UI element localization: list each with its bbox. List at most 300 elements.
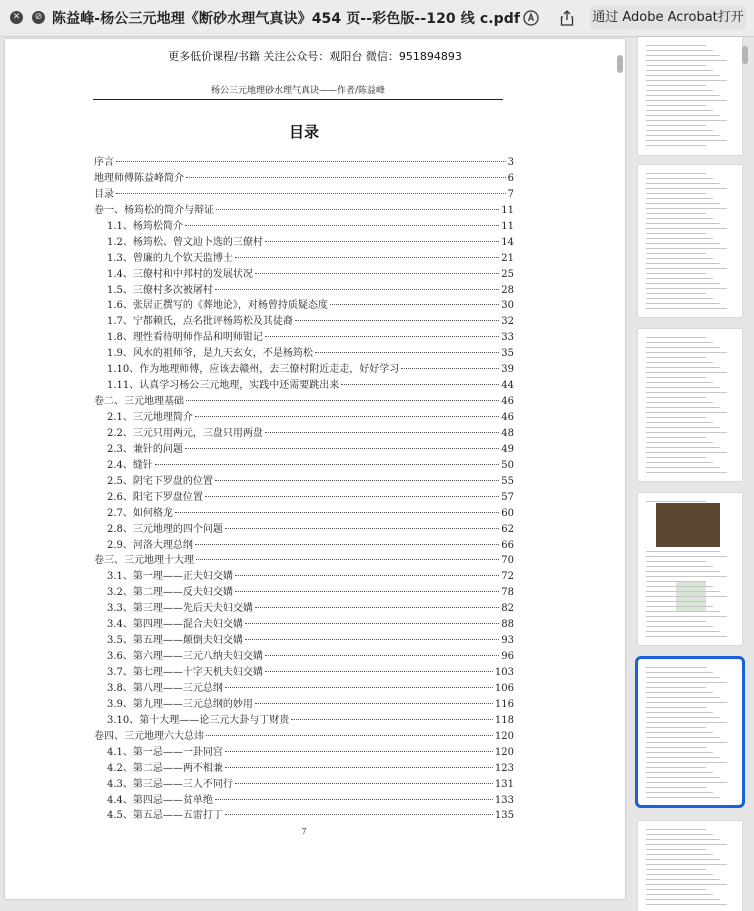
thumbnail-text-line: [646, 397, 706, 398]
toc-entry[interactable]: [94, 424, 514, 440]
toc-entry-title: 2.6、阳宅下罗盘位置: [107, 491, 203, 503]
thumbnail-text-line: [646, 566, 713, 567]
thumbnail-text-line: [646, 682, 727, 683]
thumbnail-text-line: [646, 621, 706, 622]
toc-entry[interactable]: [94, 520, 514, 536]
thumbnail-text-line: [646, 402, 713, 403]
toc-entry-title: 1.6、张居正撰写的《葬地论》，对杨曾持质疑态度: [107, 300, 328, 312]
toc-leader-dots: [235, 257, 499, 258]
toc-leader-dots: [175, 512, 499, 513]
toc-leader-dots: [255, 703, 493, 704]
share-icon[interactable]: [558, 9, 576, 27]
toc-entry[interactable]: [94, 265, 514, 281]
toc-entry-title: 2.3、兼针的问题: [107, 443, 183, 455]
thumbnail-text-line: [646, 737, 720, 738]
thumbnail-text-line: [646, 213, 706, 214]
toc-entry[interactable]: [94, 551, 514, 567]
thumbnail-text-line: [646, 904, 727, 905]
thumbnail-text-line: [646, 631, 720, 632]
thumbnail-text-line: [646, 268, 727, 269]
window-title: 陈益峰-杨公三元地理《断砂水理气真诀》454 页--彩色版--120 线 c.pdf: [52, 11, 521, 27]
toc-entry-page: 62: [501, 523, 514, 535]
thumbnail-text-line: [646, 616, 727, 617]
thumbnail-text-line: [646, 198, 713, 199]
toc-entry-page: 30: [501, 300, 514, 312]
thumbnail-text-line: [646, 303, 720, 304]
thumbnail-text-line: [646, 173, 706, 174]
toc-entry[interactable]: [94, 615, 514, 631]
toc-leader-dots: [225, 751, 493, 752]
toc-entry-page: 25: [501, 268, 514, 280]
toc-leader-dots: [265, 336, 499, 337]
thumbnail-text-line: [646, 407, 720, 408]
toc-entry-title: 3.1、第一理——正夫妇交媾: [107, 571, 233, 583]
toc-entry-title: 1.7、宁都赖氏，点名批评杨筠松及其徒裔: [107, 316, 293, 328]
toc-entry[interactable]: [94, 185, 514, 201]
toc-entry-title: 1.1、杨筠松简介: [107, 220, 183, 232]
thumbnail-text-line: [646, 85, 706, 86]
toc-entry-page: 78: [501, 587, 514, 599]
page-thumbnail[interactable]: [638, 329, 742, 481]
thumbnail-text-line: [646, 342, 713, 343]
toc-entry-title: 目录: [94, 188, 114, 200]
toc-entry-page: 133: [494, 794, 514, 806]
toc-leader-dots: [185, 225, 499, 226]
thumbnail-text-line: [646, 556, 727, 557]
thumbnail-text-line: [646, 859, 720, 860]
toc-entry-page: 118: [494, 714, 514, 726]
thumbnail-text-line: [646, 606, 713, 607]
toc-entry[interactable]: [94, 711, 514, 727]
thumbnail-text-line: [646, 636, 727, 637]
toc-entry-page: 35: [501, 348, 514, 360]
thumbnail-text-line: [646, 561, 706, 562]
sidebar-scrollbar[interactable]: [742, 46, 748, 64]
thumbnail-text-line: [646, 208, 727, 209]
toc-entry[interactable]: [94, 647, 514, 663]
toc-leader-dots: [225, 528, 499, 529]
toc-leader-dots: [245, 639, 499, 640]
toc-entry-title: 1.2、杨筠松、曾文辿卜选的三僚村: [107, 236, 263, 248]
toc-leader-dots: [116, 161, 506, 162]
thumbnail-text-line: [646, 203, 720, 204]
toc-entry[interactable]: [94, 169, 514, 185]
thumbnail-text-line: [646, 80, 727, 81]
thumbnail-text-line: [646, 899, 720, 900]
toc-entry[interactable]: [94, 201, 514, 217]
thumbnail-text-line: [646, 601, 706, 602]
toc-entry[interactable]: [94, 344, 514, 360]
thumbnail-text-line: [646, 357, 706, 358]
page-number: 7: [301, 827, 307, 836]
toc-entry[interactable]: [94, 456, 514, 472]
thumbnail-text-line: [646, 772, 713, 773]
thumbnail-text-line: [646, 707, 706, 708]
thumbnail-text-line: [646, 596, 727, 597]
thumbnail-text-line: [646, 591, 720, 592]
toc-entry-page: 123: [494, 762, 514, 774]
toc-entry[interactable]: [94, 791, 514, 807]
toc-entry[interactable]: [94, 806, 514, 822]
close-icon[interactable]: ✕: [10, 11, 23, 24]
thumbnail-text-line: [646, 829, 706, 830]
toc-entry[interactable]: [94, 328, 514, 344]
book-header: 杨公三元地理砂水理气真诀——作者/陈益峰: [93, 83, 503, 100]
toc-entry-title: 2.9、河洛大理总纲: [107, 539, 193, 551]
thumbnail-text-line: [646, 412, 727, 413]
toc-entry-page: 120: [494, 746, 514, 758]
toc-entry-page: 32: [501, 316, 514, 328]
toc-leader-dots: [265, 655, 499, 656]
toc-entry[interactable]: [94, 775, 514, 791]
thumbnail-text-line: [646, 787, 706, 788]
toc-entry-page: 72: [501, 571, 514, 583]
toc-entry[interactable]: [94, 217, 514, 233]
thumbnail-text-line: [646, 762, 727, 763]
thumbnail-text-line: [646, 293, 706, 294]
toc-entry[interactable]: [94, 536, 514, 552]
toc-leader-dots: [225, 814, 493, 815]
toc-entry[interactable]: [94, 312, 514, 328]
thumbnail-text-line: [646, 367, 720, 368]
thumbnail-text-line: [646, 869, 706, 870]
thumbnail-text-line: [646, 712, 713, 713]
toc-entry-title: 2.8、三元地理的四个问题: [107, 523, 223, 535]
thumbnail-text-line: [646, 193, 706, 194]
page-thumbnail[interactable]: [638, 493, 742, 645]
thumbnail-text-line: [646, 472, 727, 473]
toc-entry-title: 3.6、第六理——三元八纳夫妇交媾: [107, 651, 263, 663]
toc-entry-title: 3.2、第二理——反夫妇交媾: [107, 587, 233, 599]
page-banner: 更多低价课程/书籍 关注公众号：观阳台 微信：951894893: [168, 50, 462, 63]
toc-list: [94, 153, 514, 822]
thumbnail-text-line: [646, 692, 713, 693]
toc-entry-title: 卷四、三元地理六大总讳: [94, 730, 204, 742]
thumbnail-text-line: [646, 767, 706, 768]
toc-entry-title: 1.4、三僚村和中邦村的发展状况: [107, 268, 253, 280]
thumbnail-text-line: [646, 889, 706, 890]
thumbnail-text-line: [646, 377, 706, 378]
thumbnail-text-line: [646, 248, 727, 249]
thumbnail-text-line: [646, 105, 706, 106]
toc-leader-dots: [116, 193, 506, 194]
toc-leader-dots: [186, 400, 499, 401]
page-thumbnail-selected[interactable]: [638, 659, 742, 805]
toc-entry-title: 4.3、第三忌——三人不同行: [107, 778, 233, 790]
thumbnail-text-line: [646, 447, 720, 448]
toc-entry-title: 3.5、第五理——颠倒夫妇交媾: [107, 635, 243, 647]
toc-entry[interactable]: [94, 153, 514, 169]
thumbnail-text-line: [646, 752, 713, 753]
toc-entry-title: 3.7、第七理——十字天机夫妇交媾: [107, 667, 263, 678]
thumbnail-text-line: [646, 747, 706, 748]
toc-leader-dots: [265, 432, 499, 433]
toc-entry-title: 卷二、三元地理基础: [94, 396, 184, 408]
thumbnail-text-line: [646, 777, 720, 778]
thumbnail-text-line: [646, 854, 713, 855]
thumbnail-text-line: [646, 288, 727, 289]
thumbnail-text-line: [646, 432, 727, 433]
toc-entry[interactable]: [94, 233, 514, 249]
thumbnail-text-line: [646, 70, 713, 71]
toc-entry[interactable]: [94, 488, 514, 504]
thumbnail-text-line: [646, 273, 706, 274]
thumbnail-text-line: [646, 722, 727, 723]
thumbnail-text-line: [646, 422, 713, 423]
block-icon[interactable]: ⊘: [32, 11, 45, 24]
thumbnail-text-line: [646, 442, 713, 443]
thumbnail-text-line: [646, 834, 713, 835]
toc-leader-dots: [265, 241, 499, 242]
thumbnail-text-line: [646, 844, 727, 845]
toc-entry-title: 4.1、第一忌——一卦同宫: [107, 746, 223, 758]
toc-leader-dots: [291, 719, 493, 720]
toc-entry[interactable]: [94, 695, 514, 711]
toc-entry-title: 2.4、缝针: [107, 459, 153, 471]
toc-entry-title: 4.2、第二忌——两不相兼: [107, 762, 223, 774]
thumbnail-text-line: [646, 145, 706, 146]
thumbnail-text-line: [646, 586, 713, 587]
thumbnail-text-line: [646, 797, 720, 798]
toc-entry-page: 135: [494, 810, 514, 822]
toc-leader-dots: [225, 767, 493, 768]
toc-leader-dots: [215, 480, 499, 481]
toc-entry[interactable]: [94, 759, 514, 775]
thumbnail-text-line: [646, 727, 706, 728]
thumbnail-text-line: [646, 849, 706, 850]
thumbnail-text-line: [646, 452, 727, 453]
thumbnail-text-line: [646, 140, 727, 141]
thumbnail-text-line: [646, 347, 720, 348]
thumbnail-text-line: [646, 90, 713, 91]
thumbnail-text-line: [646, 392, 727, 393]
thumbnail-text-line: [646, 457, 706, 458]
toc-entry[interactable]: [94, 583, 514, 599]
toc-entry[interactable]: [94, 663, 514, 679]
toc-entry-title: 4.5、第五忌——五雷打丁: [107, 810, 223, 822]
thumbnail-text-line: [646, 387, 720, 388]
thumbnail-text-line: [646, 571, 720, 572]
thumbnail-text-line: [646, 263, 720, 264]
toc-entry-page: 116: [494, 698, 514, 710]
toc-entry-title: 1.9、风水的祖师爷，是九天玄女，不是杨筠松: [107, 348, 313, 360]
toc-entry-page: 28: [501, 284, 514, 296]
thumbnail-text-line: [646, 352, 727, 353]
toc-entry-page: 46: [501, 396, 514, 408]
toc-leader-dots: [265, 671, 493, 672]
toc-entry-title: 2.7、如何格龙: [107, 507, 173, 519]
toc-leader-dots: [225, 687, 493, 688]
toc-entry-page: 70: [501, 555, 514, 567]
toc-entry-title: 2.2、三元只用两元，三盘只用两盘: [107, 427, 263, 439]
toc-entry-page: 96: [501, 651, 514, 663]
thumbnail-text-line: [646, 462, 713, 463]
thumbnail-text-line: [646, 228, 727, 229]
thumbnail-text-line: [646, 894, 713, 895]
thumbnail-text-line: [646, 223, 720, 224]
toc-entry-page: 120: [494, 730, 514, 742]
toc-entry[interactable]: [94, 472, 514, 488]
toc-entry[interactable]: [94, 679, 514, 695]
toc-entry[interactable]: [94, 743, 514, 759]
toc-entry-title: 1.10、作为地理师傅，应该去赣州，去三僚村附近走走，好好学习: [107, 364, 400, 376]
toc-entry-title: 2.1、三元地理简介: [107, 412, 193, 423]
toc-entry-title: 1.11、认真学习杨公三元地理，实践中还需要跳出来: [107, 380, 340, 392]
toc-entry[interactable]: [94, 631, 514, 647]
thumbnail-text-line: [646, 501, 706, 502]
thumbnail-text-line: [646, 874, 713, 875]
toc-leader-dots: [255, 273, 499, 274]
toc-entry-page: 7: [507, 188, 514, 200]
toc-entry-page: 93: [501, 635, 514, 647]
toc-entry[interactable]: [94, 281, 514, 297]
thumbnail-text-line: [646, 884, 727, 885]
toc-entry-page: 103: [494, 667, 514, 678]
toc-leader-dots: [215, 799, 493, 800]
thumbnail-text-line: [646, 372, 727, 373]
thumbnail-text-line: [646, 258, 713, 259]
toc-leader-dots: [185, 448, 499, 449]
thumbnail-text-line: [646, 233, 706, 234]
toc-entry-title: 序言: [94, 157, 114, 168]
thumbnail-text-line: [646, 243, 720, 244]
toc-entry-title: 1.8、理性看待明师作品和明师钳记: [107, 332, 263, 344]
thumbnail-text-line: [646, 100, 727, 101]
toc-leader-dots: [295, 320, 499, 321]
thumbnail-text-line: [646, 792, 713, 793]
toc-entry[interactable]: [94, 440, 514, 456]
toc-leader-dots: [235, 575, 499, 576]
thumbnail-text-line: [646, 677, 720, 678]
thumbnail-text-line: [646, 467, 720, 468]
toc-entry[interactable]: [94, 296, 514, 312]
thumbnail-text-line: [646, 697, 720, 698]
thumbnail-text-line: [646, 864, 727, 865]
page-thumbnail[interactable]: [638, 821, 742, 911]
page-thumbnail[interactable]: [638, 165, 742, 317]
toc-entry-page: 14: [501, 236, 514, 248]
thumbnail-text-line: [646, 702, 727, 703]
thumbnail-text-line: [646, 667, 706, 668]
toc-entry-page: 3: [507, 157, 514, 168]
open-in-acrobat-button[interactable]: 通过 Adobe Acrobat打开: [590, 6, 746, 30]
toc-leader-dots: [186, 177, 506, 178]
markup-icon[interactable]: [522, 9, 540, 27]
toc-title: 目录: [288, 123, 319, 141]
toc-entry-title: 1.5、三僚村多次被屠村: [107, 284, 213, 296]
toc-entry[interactable]: [94, 599, 514, 615]
toc-entry-title: 2.5、阴宅下罗盘的位置: [107, 475, 213, 487]
thumbnail-text-line: [646, 732, 713, 733]
toc-entry-page: 46: [501, 412, 514, 423]
thumbnail-text-line: [646, 782, 727, 783]
toc-entry-page: 21: [501, 252, 514, 264]
toc-entry[interactable]: [94, 376, 514, 392]
thumbnail-text-line: [646, 551, 720, 552]
toc-entry-title: 地理师傅陈益峰简介: [94, 172, 184, 184]
thumbnail-text-line: [646, 879, 720, 880]
toc-leader-dots: [205, 496, 499, 497]
toc-entry-page: 50: [501, 459, 514, 471]
thumbnail-text-line: [646, 757, 720, 758]
thumbnail-text-line: [646, 238, 713, 239]
toc-leader-dots: [255, 607, 499, 608]
thumbnail-text-line: [646, 45, 706, 46]
window-titlebar: [0, 0, 754, 37]
thumbnail-text-line: [646, 110, 713, 111]
thumbnail-text-line: [646, 178, 713, 179]
thumbnail-text-line: [646, 839, 720, 840]
toc-entry[interactable]: [94, 249, 514, 265]
toc-entry-page: 60: [501, 507, 514, 519]
toc-entry-title: 3.8、第八理——三元总纲: [107, 682, 223, 694]
thumbnail-text-line: [646, 362, 713, 363]
toc-entry-page: 82: [501, 603, 514, 615]
toc-entry[interactable]: [94, 727, 514, 743]
thumbnail-text-line: [646, 95, 720, 96]
toc-entry-page: 11: [501, 204, 514, 216]
thumbnail-text-line: [646, 717, 720, 718]
thumbnail-text-line: [646, 382, 713, 383]
thumbnail-text-line: [646, 337, 706, 338]
toc-leader-dots: [155, 464, 499, 465]
toc-entry-title: 卷三、三元地理十大理: [94, 555, 194, 567]
toc-leader-dots: [206, 735, 493, 736]
toc-entry-page: 11: [501, 220, 514, 232]
toc-entry-title: 4.4、第四忌——贫单绝: [107, 794, 213, 806]
thumbnail-text-line: [646, 135, 720, 136]
toc-entry[interactable]: [94, 392, 514, 408]
thumbnail-text-line: [646, 626, 713, 627]
toc-entry-title: 3.10、第十大理——论三元大卦与丁财贵: [107, 714, 290, 726]
toc-entry-title: 3.3、第三理——先后天夫妇交媾: [107, 603, 253, 615]
thumbnail-text-line: [646, 581, 706, 582]
toc-entry[interactable]: [94, 504, 514, 520]
toc-entry[interactable]: [94, 567, 514, 583]
thumbnail-text-line: [646, 115, 720, 116]
toc-leader-dots: [235, 783, 493, 784]
thumbnail-photo: [656, 503, 720, 547]
thumbnail-text-line: [646, 437, 706, 438]
toc-entry-page: 55: [501, 475, 514, 487]
page-thumbnail[interactable]: [638, 37, 742, 155]
thumbnail-text-line: [646, 278, 713, 279]
thumbnail-text-line: [646, 60, 727, 61]
toc-entry-page: 49: [501, 443, 514, 455]
thumbnail-text-line: [646, 65, 706, 66]
toc-entry-page: 6: [507, 172, 514, 184]
toc-leader-dots: [330, 304, 499, 305]
thumbnail-text-line: [646, 188, 727, 189]
toc-entry-title: 3.9、第九理——三元总纲的妙用: [107, 698, 253, 710]
toc-entry-page: 66: [501, 539, 514, 551]
main-scrollbar[interactable]: [617, 55, 623, 73]
toc-entry[interactable]: [94, 360, 514, 376]
thumbnail-text-line: [646, 687, 706, 688]
toc-entry[interactable]: [94, 408, 514, 424]
toc-entry-page: 39: [501, 364, 514, 376]
toc-leader-dots: [195, 416, 499, 417]
thumbnail-text-line: [646, 253, 706, 254]
toc-entry-page: 57: [501, 491, 514, 503]
toc-entry-page: 106: [494, 682, 514, 694]
toc-leader-dots: [315, 352, 499, 353]
toc-entry-page: 48: [501, 427, 514, 439]
thumbnail-text-line: [646, 125, 706, 126]
thumbnail-text-line: [646, 611, 720, 612]
toc-entry-page: 88: [501, 619, 514, 631]
toc-entry-title: 卷一、杨筠松的简介与辩证: [94, 204, 214, 216]
